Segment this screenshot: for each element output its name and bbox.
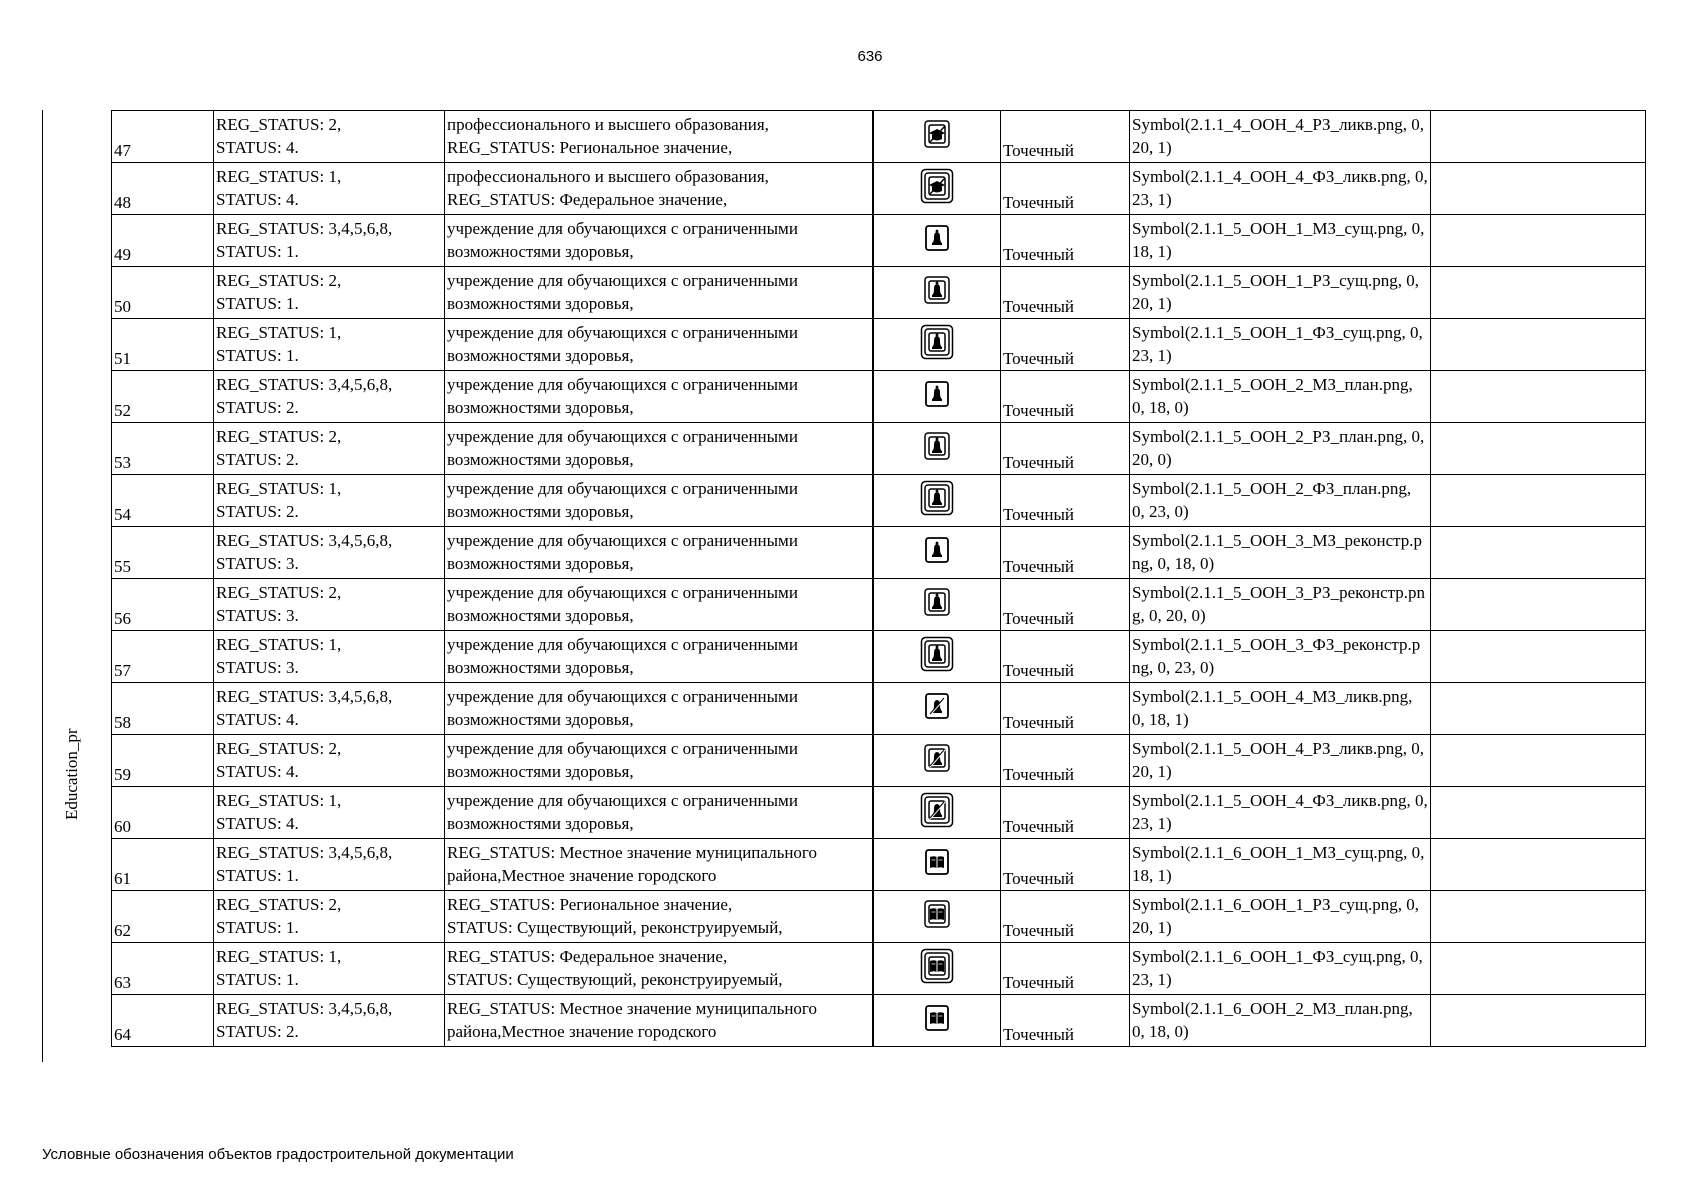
- symbol-function: Symbol(2.1.1_5_ООН_1_МЗ_сущ.png, 0, 18, 1): [1130, 215, 1431, 267]
- reg-status-line: REG_STATUS: 3,4,5,6,8,: [216, 843, 393, 862]
- description-line-1: учреждение для обучающихся с ограниченными: [447, 323, 798, 342]
- description-cell: [445, 215, 873, 267]
- reg-status-line: REG_STATUS: 2,: [216, 271, 342, 290]
- description-cell: [445, 787, 873, 839]
- reg-status-line: REG_STATUS: 1,: [216, 947, 342, 966]
- description-line-2: возможностями здоровья,: [447, 606, 634, 625]
- status-line: STATUS: 2.: [216, 450, 299, 469]
- symbol-cell: [874, 319, 1001, 371]
- symbol-function: Symbol(2.1.1_6_ООН_1_ФЗ_сущ.png, 0, 23, 1): [1130, 943, 1431, 995]
- graduation-cap-crossed-icon: [920, 116, 954, 152]
- description-cell: [445, 423, 873, 475]
- symbol-cell: [874, 163, 1001, 215]
- description-line-2: REG_STATUS: Федеральное значение,: [447, 190, 728, 209]
- table-row: [112, 943, 1646, 995]
- status-line: STATUS: 3.: [216, 606, 299, 625]
- geometry-type: Точечный: [1001, 787, 1130, 839]
- reg-status-cell: [214, 527, 445, 579]
- symbol-cell: [874, 267, 1001, 319]
- reg-status-cell: [214, 215, 445, 267]
- description-cell: [445, 267, 873, 319]
- symbol-cell: [874, 631, 1001, 683]
- row-number: 55: [112, 527, 214, 579]
- reg-status-cell: [214, 787, 445, 839]
- geometry-type: Точечный: [1001, 683, 1130, 735]
- empty-cell: [1431, 995, 1646, 1047]
- description-cell: [445, 839, 873, 891]
- reg-status-cell: [214, 267, 445, 319]
- description-cell: [445, 111, 873, 163]
- reg-status-cell: [214, 943, 445, 995]
- geometry-type: Точечный: [1001, 995, 1130, 1047]
- table-row: [112, 319, 1646, 371]
- reg-status-cell: [214, 111, 445, 163]
- row-number: 54: [112, 475, 214, 527]
- bell-icon: [920, 376, 954, 412]
- geometry-type: Точечный: [1001, 891, 1130, 943]
- table-row: [112, 683, 1646, 735]
- symbol-cell: [874, 943, 1001, 995]
- reg-status-cell: [214, 735, 445, 787]
- status-line: STATUS: 4.: [216, 762, 299, 781]
- status-line: STATUS: 1.: [216, 918, 299, 937]
- open-book-icon: [920, 896, 954, 932]
- row-number: 50: [112, 267, 214, 319]
- graduation-cap-crossed-icon: [920, 168, 954, 204]
- row-number: 58: [112, 683, 214, 735]
- bell-crossed-icon: [920, 688, 954, 724]
- description-cell: [445, 735, 873, 787]
- empty-cell: [1431, 267, 1646, 319]
- description-line-2: REG_STATUS: Региональное значение,: [447, 138, 733, 157]
- description-line-1: профессионального и высшего образования,: [447, 115, 769, 134]
- status-line: STATUS: 2.: [216, 502, 299, 521]
- symbol-function: Symbol(2.1.1_5_ООН_1_РЗ_сущ.png, 0, 20, 1): [1130, 267, 1431, 319]
- symbol-table-body: [112, 111, 1646, 1047]
- status-line: STATUS: 1.: [216, 970, 299, 989]
- symbol-function: Symbol(2.1.1_6_ООН_2_МЗ_план.png, 0, 18, 0): [1130, 995, 1431, 1047]
- description-line-1: учреждение для обучающихся с ограниченными: [447, 687, 798, 706]
- description-cell: [445, 163, 873, 215]
- geometry-type: Точечный: [1001, 163, 1130, 215]
- status-line: STATUS: 2.: [216, 1022, 299, 1041]
- reg-status-line: REG_STATUS: 2,: [216, 895, 342, 914]
- description-line-1: учреждение для обучающихся с ограниченными: [447, 583, 798, 602]
- description-line-2: возможностями здоровья,: [447, 762, 634, 781]
- open-book-icon: [920, 844, 954, 880]
- table-row: [112, 527, 1646, 579]
- symbol-cell: [874, 111, 1001, 163]
- reg-status-cell: [214, 891, 445, 943]
- empty-cell: [1431, 423, 1646, 475]
- row-number: 57: [112, 631, 214, 683]
- open-book-icon: [920, 1000, 954, 1036]
- geometry-type: Точечный: [1001, 371, 1130, 423]
- description-cell: [445, 631, 873, 683]
- empty-cell: [1431, 787, 1646, 839]
- description-line-2: STATUS: Существующий, реконструируемый,: [447, 970, 783, 989]
- description-line-1: учреждение для обучающихся с ограниченными: [447, 791, 798, 810]
- reg-status-line: REG_STATUS: 1,: [216, 791, 342, 810]
- bell-icon: [920, 636, 954, 672]
- reg-status-line: REG_STATUS: 1,: [216, 167, 342, 186]
- description-line-1: учреждение для обучающихся с ограниченными: [447, 479, 798, 498]
- bell-crossed-icon: [920, 740, 954, 776]
- row-number: 51: [112, 319, 214, 371]
- reg-status-cell: [214, 839, 445, 891]
- description-line-2: возможностями здоровья,: [447, 398, 634, 417]
- symbol-function: Symbol(2.1.1_5_ООН_2_ФЗ_план.png, 0, 23, 0): [1130, 475, 1431, 527]
- status-line: STATUS: 1.: [216, 866, 299, 885]
- description-line-2: района,Местное значение городского: [447, 1022, 717, 1041]
- description-cell: [445, 527, 873, 579]
- row-number: 63: [112, 943, 214, 995]
- description-cell: [445, 579, 873, 631]
- row-number: 59: [112, 735, 214, 787]
- description-line-1: REG_STATUS: Местное значение муниципального: [447, 999, 817, 1018]
- symbol-cell: [874, 475, 1001, 527]
- symbol-cell: [874, 839, 1001, 891]
- table-row: [112, 215, 1646, 267]
- description-line-2: STATUS: Существующий, реконструируемый,: [447, 918, 783, 937]
- reg-status-line: REG_STATUS: 3,4,5,6,8,: [216, 375, 393, 394]
- geometry-type: Точечный: [1001, 527, 1130, 579]
- symbol-function: Symbol(2.1.1_6_ООН_1_МЗ_сущ.png, 0, 18, 1): [1130, 839, 1431, 891]
- description-line-2: возможностями здоровья,: [447, 502, 634, 521]
- side-label: Education_pr: [62, 728, 81, 820]
- row-number: 56: [112, 579, 214, 631]
- status-line: STATUS: 2.: [216, 398, 299, 417]
- symbol-cell: [874, 215, 1001, 267]
- row-number: 52: [112, 371, 214, 423]
- page-number: 636: [857, 48, 883, 65]
- description-cell: [445, 319, 873, 371]
- status-line: STATUS: 4.: [216, 138, 299, 157]
- symbol-function: Symbol(2.1.1_5_ООН_3_РЗ_реконстр.png, 0, 20, 0): [1130, 579, 1431, 631]
- table-row: [112, 787, 1646, 839]
- symbol-cell: [874, 579, 1001, 631]
- empty-cell: [1431, 215, 1646, 267]
- empty-cell: [1431, 319, 1646, 371]
- reg-status-cell: [214, 475, 445, 527]
- geometry-type: Точечный: [1001, 735, 1130, 787]
- row-number: 64: [112, 995, 214, 1047]
- row-number: 53: [112, 423, 214, 475]
- empty-cell: [1431, 527, 1646, 579]
- description-line-1: REG_STATUS: Местное значение муниципального: [447, 843, 817, 862]
- row-number: 48: [112, 163, 214, 215]
- status-line: STATUS: 4.: [216, 190, 299, 209]
- symbol-cell: [874, 891, 1001, 943]
- symbol-cell: [874, 423, 1001, 475]
- symbol-function: Symbol(2.1.1_5_ООН_3_МЗ_реконстр.png, 0, 18, 0): [1130, 527, 1431, 579]
- symbol-function: Symbol(2.1.1_5_ООН_4_РЗ_ликв.png, 0, 20, 1): [1130, 735, 1431, 787]
- geometry-type: Точечный: [1001, 319, 1130, 371]
- table-row: [112, 423, 1646, 475]
- reg-status-line: REG_STATUS: 2,: [216, 739, 342, 758]
- symbol-cell: [874, 995, 1001, 1047]
- empty-cell: [1431, 579, 1646, 631]
- description-line-1: учреждение для обучающихся с ограниченными: [447, 635, 798, 654]
- description-line-2: возможностями здоровья,: [447, 294, 634, 313]
- bell-icon: [920, 272, 954, 308]
- table-row: [112, 475, 1646, 527]
- symbol-function: Symbol(2.1.1_4_ООН_4_РЗ_ликв.png, 0, 20, 1): [1130, 111, 1431, 163]
- description-line-2: возможностями здоровья,: [447, 710, 634, 729]
- reg-status-line: REG_STATUS: 1,: [216, 323, 342, 342]
- symbol-function: Symbol(2.1.1_5_ООН_2_МЗ_план.png, 0, 18, 0): [1130, 371, 1431, 423]
- symbol-function: Symbol(2.1.1_5_ООН_3_ФЗ_реконстр.png, 0, 23, 0): [1130, 631, 1431, 683]
- row-number: 61: [112, 839, 214, 891]
- description-cell: [445, 995, 873, 1047]
- geometry-type: Точечный: [1001, 111, 1130, 163]
- bell-icon: [920, 220, 954, 256]
- table-row: [112, 579, 1646, 631]
- reg-status-line: REG_STATUS: 2,: [216, 583, 342, 602]
- geometry-type: Точечный: [1001, 579, 1130, 631]
- table-row: [112, 631, 1646, 683]
- table-row: [112, 163, 1646, 215]
- symbol-function: Symbol(2.1.1_6_ООН_1_РЗ_сущ.png, 0, 20, 1): [1130, 891, 1431, 943]
- description-line-2: возможностями здоровья,: [447, 242, 634, 261]
- reg-status-cell: [214, 163, 445, 215]
- description-line-1: учреждение для обучающихся с ограниченными: [447, 219, 798, 238]
- reg-status-cell: [214, 371, 445, 423]
- row-number: 62: [112, 891, 214, 943]
- footer-caption: Условные обозначения объектов градостроительной документации: [42, 1146, 514, 1163]
- symbol-cell: [874, 371, 1001, 423]
- empty-cell: [1431, 891, 1646, 943]
- reg-status-cell: [214, 683, 445, 735]
- empty-cell: [1431, 631, 1646, 683]
- reg-status-line: REG_STATUS: 3,4,5,6,8,: [216, 531, 393, 550]
- description-cell: [445, 891, 873, 943]
- empty-cell: [1431, 111, 1646, 163]
- reg-status-cell: [214, 579, 445, 631]
- row-number: 60: [112, 787, 214, 839]
- description-line-1: учреждение для обучающихся с ограниченными: [447, 271, 798, 290]
- empty-cell: [1431, 735, 1646, 787]
- status-line: STATUS: 1.: [216, 294, 299, 313]
- description-cell: [445, 475, 873, 527]
- reg-status-line: REG_STATUS: 2,: [216, 427, 342, 446]
- reg-status-line: REG_STATUS: 1,: [216, 635, 342, 654]
- reg-status-line: REG_STATUS: 1,: [216, 479, 342, 498]
- symbol-function: Symbol(2.1.1_5_ООН_1_ФЗ_сущ.png, 0, 23, 1): [1130, 319, 1431, 371]
- geometry-type: Точечный: [1001, 839, 1130, 891]
- geometry-type: Точечный: [1001, 475, 1130, 527]
- reg-status-line: REG_STATUS: 2,: [216, 115, 342, 134]
- table-row: [112, 371, 1646, 423]
- bell-icon: [920, 324, 954, 360]
- table-row: [112, 111, 1646, 163]
- description-line-2: возможностями здоровья,: [447, 554, 634, 573]
- bell-icon: [920, 584, 954, 620]
- geometry-type: Точечный: [1001, 267, 1130, 319]
- status-line: STATUS: 4.: [216, 710, 299, 729]
- empty-cell: [1431, 839, 1646, 891]
- geometry-type: Точечный: [1001, 423, 1130, 475]
- empty-cell: [1431, 943, 1646, 995]
- bell-icon: [920, 532, 954, 568]
- description-cell: [445, 943, 873, 995]
- table-row: [112, 267, 1646, 319]
- symbol-function: Symbol(2.1.1_5_ООН_4_МЗ_ликв.png, 0, 18, 1): [1130, 683, 1431, 735]
- reg-status-cell: [214, 319, 445, 371]
- table-row: [112, 891, 1646, 943]
- reg-status-cell: [214, 995, 445, 1047]
- reg-status-cell: [214, 423, 445, 475]
- reg-status-line: REG_STATUS: 3,4,5,6,8,: [216, 999, 393, 1018]
- description-cell: [445, 683, 873, 735]
- description-line-2: района,Местное значение городского: [447, 866, 717, 885]
- geometry-type: Точечный: [1001, 215, 1130, 267]
- symbol-cell: [874, 787, 1001, 839]
- side-rule: [42, 110, 43, 1062]
- symbol-table: [111, 110, 1646, 1047]
- row-number: 49: [112, 215, 214, 267]
- empty-cell: [1431, 163, 1646, 215]
- symbol-function: Symbol(2.1.1_5_ООН_4_ФЗ_ликв.png, 0, 23, 1): [1130, 787, 1431, 839]
- bell-icon: [920, 480, 954, 516]
- empty-cell: [1431, 475, 1646, 527]
- symbol-cell: [874, 527, 1001, 579]
- symbol-cell: [874, 735, 1001, 787]
- open-book-icon: [920, 948, 954, 984]
- symbol-function: Symbol(2.1.1_4_ООН_4_ФЗ_ликв.png, 0, 23, 1): [1130, 163, 1431, 215]
- description-line-1: учреждение для обучающихся с ограниченными: [447, 375, 798, 394]
- description-line-1: REG_STATUS: Региональное значение,: [447, 895, 733, 914]
- symbol-function: Symbol(2.1.1_5_ООН_2_РЗ_план.png, 0, 20, 0): [1130, 423, 1431, 475]
- geometry-type: Точечный: [1001, 631, 1130, 683]
- description-cell: [445, 371, 873, 423]
- geometry-type: Точечный: [1001, 943, 1130, 995]
- description-line-1: учреждение для обучающихся с ограниченными: [447, 427, 798, 446]
- symbol-cell: [874, 683, 1001, 735]
- description-line-2: возможностями здоровья,: [447, 658, 634, 677]
- status-line: STATUS: 4.: [216, 814, 299, 833]
- table-row: [112, 995, 1646, 1047]
- description-line-2: возможностями здоровья,: [447, 814, 634, 833]
- table-row: [112, 735, 1646, 787]
- reg-status-line: REG_STATUS: 3,4,5,6,8,: [216, 687, 393, 706]
- description-line-1: REG_STATUS: Федеральное значение,: [447, 947, 728, 966]
- description-line-2: возможностями здоровья,: [447, 346, 634, 365]
- bell-icon: [920, 428, 954, 464]
- description-line-1: профессионального и высшего образования,: [447, 167, 769, 186]
- row-number: 47: [112, 111, 214, 163]
- description-line-1: учреждение для обучающихся с ограниченными: [447, 739, 798, 758]
- bell-crossed-icon: [920, 792, 954, 828]
- empty-cell: [1431, 371, 1646, 423]
- table-row: [112, 839, 1646, 891]
- status-line: STATUS: 1.: [216, 346, 299, 365]
- description-line-2: возможностями здоровья,: [447, 450, 634, 469]
- reg-status-cell: [214, 631, 445, 683]
- status-line: STATUS: 3.: [216, 554, 299, 573]
- empty-cell: [1431, 683, 1646, 735]
- status-line: STATUS: 3.: [216, 658, 299, 677]
- status-line: STATUS: 1.: [216, 242, 299, 261]
- description-line-1: учреждение для обучающихся с ограниченными: [447, 531, 798, 550]
- reg-status-line: REG_STATUS: 3,4,5,6,8,: [216, 219, 393, 238]
